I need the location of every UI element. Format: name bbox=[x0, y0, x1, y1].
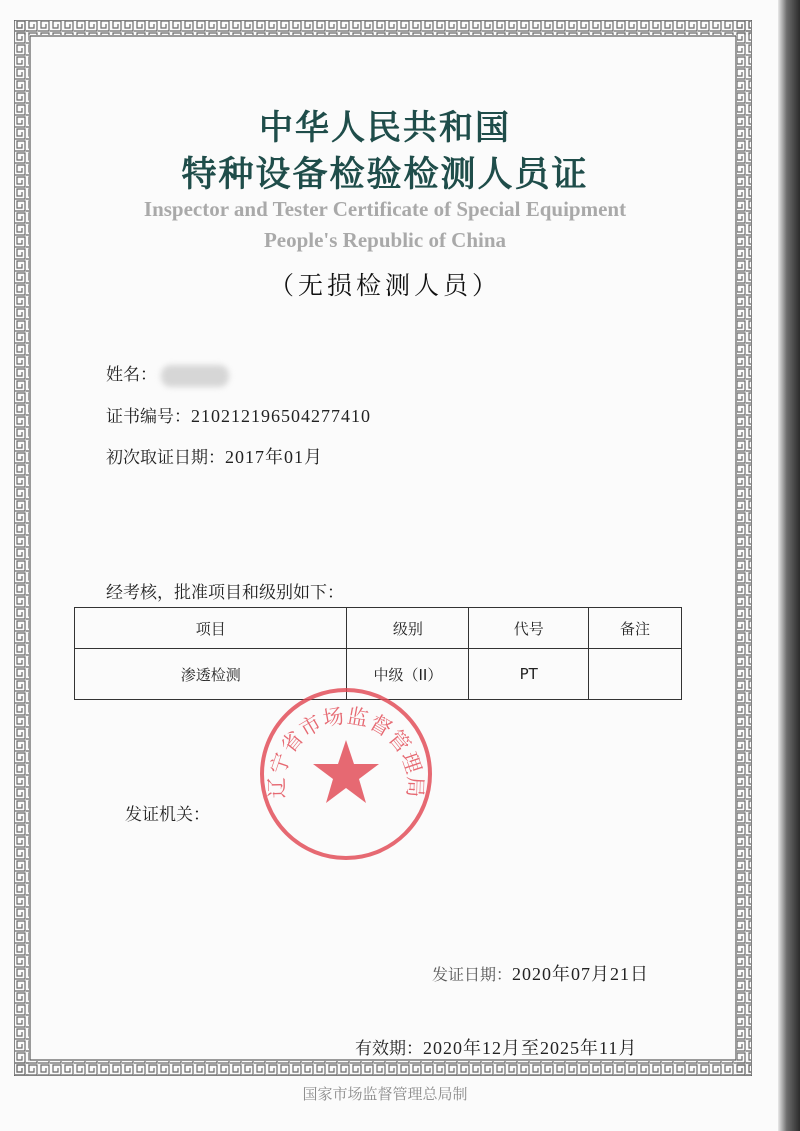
official-seal bbox=[256, 684, 436, 868]
column-header-code: 代号 bbox=[469, 608, 589, 649]
validity-field bbox=[355, 1034, 637, 1060]
first-issue-value: 2017年01月 bbox=[225, 447, 323, 467]
cert-number-label: 证书编号： bbox=[106, 407, 191, 427]
cell-code: PT bbox=[469, 649, 589, 700]
cert-number-field bbox=[106, 402, 371, 427]
name-label: 姓名： bbox=[106, 365, 157, 385]
cert-number-value: 210212196504277410 bbox=[191, 406, 371, 426]
issuer-footer: 国家市场监督管理总局制 bbox=[302, 1085, 468, 1103]
name-field bbox=[106, 360, 229, 387]
approval-intro: 经考核，批准项目和级别如下： bbox=[106, 583, 344, 603]
svg-text:辽宁省市场监督管理局: 辽宁省市场监督管理局 bbox=[264, 703, 428, 799]
cell-level: 中级（II） bbox=[347, 649, 469, 700]
title-english-line2: People's Republic of China bbox=[263, 228, 507, 252]
title-country: 中华人民共和国 bbox=[259, 108, 511, 148]
certificate-category: （无损检测人员） bbox=[268, 271, 501, 300]
scan-edge-shadow bbox=[778, 0, 800, 1131]
column-header-level: 级别 bbox=[347, 608, 469, 649]
title-english-line1: Inspector and Tester Certificate of Special Equipment bbox=[143, 197, 627, 221]
table-header-row bbox=[75, 608, 682, 649]
first-issue-field bbox=[106, 443, 323, 469]
issuing-authority-label: 发证机关： bbox=[125, 805, 210, 825]
issue-date-label: 发证日期： bbox=[432, 965, 513, 984]
issue-date-field bbox=[432, 960, 649, 986]
first-issue-label: 初次取证日期： bbox=[106, 448, 225, 468]
column-header-item: 项目 bbox=[75, 608, 347, 649]
validity-value: 2020年12月至2025年11月 bbox=[423, 1038, 638, 1058]
column-header-remarks: 备注 bbox=[589, 608, 682, 649]
validity-label: 有效期： bbox=[355, 1039, 423, 1059]
title-certificate: 特种设备检验检测人员证 bbox=[181, 155, 589, 195]
cell-item: 渗透检测 bbox=[75, 649, 347, 700]
issue-date-value: 2020年07月21日 bbox=[512, 964, 650, 984]
cell-remarks bbox=[589, 649, 682, 700]
redacted-name bbox=[161, 365, 229, 387]
